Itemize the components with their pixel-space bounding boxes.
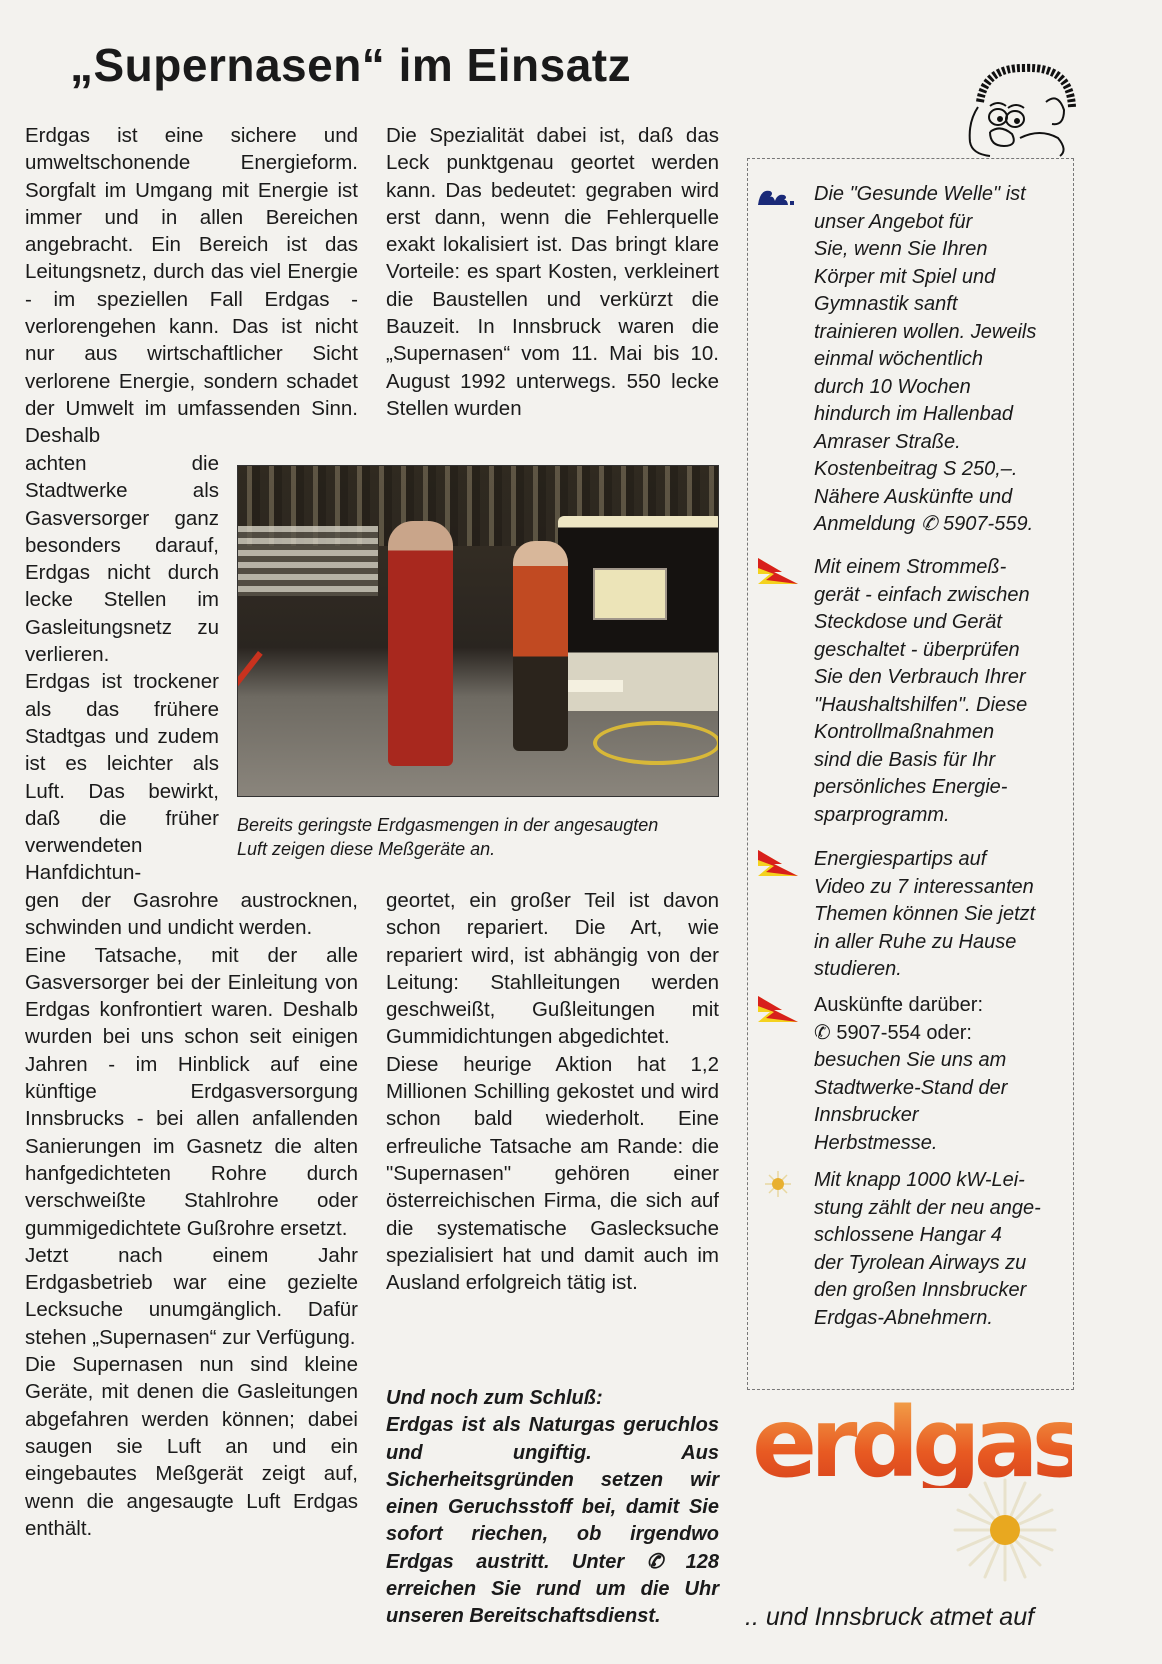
text-line: Erdgas-Abnehmern. [814,1306,993,1329]
daisy-flower-icon [950,1475,1060,1585]
text-line: durch 10 Wochen [814,375,971,398]
text-line: trainieren wollen. Jeweils [814,320,1037,343]
photo-worker-2 [513,541,568,751]
text-line: Mit einem Strommeß- [814,556,1007,578]
text-line: studieren. [814,958,902,980]
lightning-bolt-icon [756,848,800,878]
text-line: stung zählt der neu ange- [814,1196,1041,1219]
caption-line: Luft zeigen diese Meßgeräte an. [237,839,496,859]
text-line: Amraser Straße. [814,430,961,453]
closing-body: Erdgas ist als Naturgas geruchlos und ungiftig. Aus Sicherheitsgründen setzen wir einen Geruchsstoff bei, damit Sie sofort riechen, ob irgendwo Erdgas austritt. Unter ✆ 128 erreichen Sie rund um die Uhr unseren Bereitschaftsdienst. [386,1414,719,1628]
erdgas-logo: erdgas [752,1387,1082,1499]
text-line: gerät - einfach zwischen [814,583,1030,606]
article-column-1-top [25,122,358,450]
text-line: Sie den Verbrauch Ihrer [814,666,1026,688]
phone-number: ✆ 5907-554 oder: [814,1021,972,1044]
paragraph: geortet, ein großer Teil ist davon schon repariert. Die Art, wie repariert wird, ist abhängig von der Leitung: Stahlleitungen werden geschweißt, Gußleitungen mit Gummidichtungen abgedichtet. [386,889,719,1049]
text-line: sind die Basis für Ihr [814,748,996,771]
text-line: Stadtwerke-Stand der [814,1076,1008,1099]
paragraph: Eine Tatsache, mit der alle Gasversorger bei der Einleitung von Erdgas konfrontiert waren. Deshalb wurden bei uns schon seit einigen Jahren - im Hinblick auf eine künftige Erdgasversorgung Innsbrucks - bei allen anfallenden Sanierungen im Gasnetz die alten hanfgedichteten Rohre durch verschweißte Stahlrohre oder gummigedichtete Gußrohre ersetzt. [25,943,358,1240]
text-line: Die "Gesunde Welle" ist [814,183,1026,205]
paragraph: Diese heurige Aktion hat 1,2 Millionen Schilling gekostet und wird schon bald wiederholt. Eine erfreuliche Tatsache am Rande: die "Supernasen" gehören einer österreichischen Firma, die sich auf die systematische Gaslecksuche spezialisiert hat und damit auch im Ausland erfolgreich tätig ist. [386,1052,719,1295]
text-line: geschaltet - überprüfen [814,638,1020,661]
sun-icon [756,1169,800,1199]
sidebox-item-text [814,554,1070,829]
text-line: Gymnastik sanft [814,293,958,315]
wave-icon [756,183,800,213]
text-line: Anmeldung ✆ 5907-559. [814,513,1034,535]
text-line: Nähere Auskünfte und [814,485,1013,508]
text-line: unser Angebot für [814,210,973,233]
paragraph: Erdgas ist eine sichere und umweltschonende Energieform. Sorgfalt im Umgang mit Energie ist immer und in allen Bereichen angebracht. Ein Bereich ist das Leitungsnetz, durch das viel Energie - im speziellen Fall Erdgas - verlorengehen kann. Das ist nicht nur aus wirtschaftlicher Sicht verlorene Energie, sondern schadet der Umwelt im umfassenden Sinn. Deshalb [25,124,358,448]
closing-note [386,1385,719,1631]
paragraph: Jetzt nach einem Jahr Erdgasbetrieb war eine gezielte Lecksuche unumgänglich. Dafür stehen „Supernasen“ zur Verfügung. [25,1243,358,1349]
photo-worker-1 [388,521,453,766]
sidebox-item-text [814,1167,1070,1332]
text-line: Video zu 7 interessanten [814,875,1034,898]
text-line: Körper mit Spiel und [814,265,996,288]
text-line: persönliches Energie- [814,776,1008,798]
photo-detector-pole [237,651,263,789]
text-line: Energiespartips auf [814,848,987,870]
text-line: der Tyrolean Airways zu [814,1251,1027,1274]
text-line: besuchen Sie uns am [814,1049,1007,1071]
info-sidebox [747,158,1074,1390]
sidebox-item-text [814,992,1070,1157]
text-line: schlossene Hangar 4 [814,1224,1002,1246]
photo-van-box [593,568,667,620]
caption-line: Bereits geringste Erdgasmengen in der angesaugten [237,815,659,835]
photo-van [558,516,719,711]
text-line: Kostenbeitrag S 250,–. [814,458,1018,480]
article-column-2-top [386,122,719,422]
text-line: Auskünfte darüber: [814,994,983,1016]
sidebox-item-text [814,181,1070,539]
photo-caption [237,813,727,861]
text-line: Steckdose und Gerät [814,611,1002,633]
closing-heading: Und noch zum Schluß: [386,1387,603,1409]
article-title: „Supernasen“ im Einsatz [70,39,632,91]
text-line: den großen Innsbrucker [814,1279,1027,1301]
text-line: in aller Ruhe zu Hause [814,930,1017,953]
paragraph: gen der Gasrohre austrocknen, schwinden und undicht werden. [25,889,358,940]
article-column-1-bottom [25,887,358,1542]
cartoon-character-icon [960,62,1080,158]
text-line: "Haushaltshilfen". Diese [814,693,1028,716]
text-line: Themen können Sie jetzt [814,903,1036,925]
paragraph: Die Supernasen nun sind kleine Geräte, mit denen die Gasleitungen abgefahren werden können; dabei saugen sie Luft an und ein eingebautes Meßgerät zeigt auf, wenn die angesaugte Luft Erdgas enthält. [25,1353,358,1540]
article-column-1-narrow [25,450,219,887]
article-column-2-bottom [386,887,719,1296]
paragraph: achten die Stadtwerke als Gasversorger ganz besonders darauf, Erdgas nicht durch lecke Stellen im Gasleitungsnetz zu verlieren. [25,452,219,667]
text-line: Innsbrucker [814,1104,919,1126]
text-line: hindurch im Hallenbad [814,403,1014,425]
text-line: einmal wöchentlich [814,348,983,370]
photo-hose [593,721,719,765]
paragraph: Erdgas ist trockener als das frühere Stadtgas und zudem ist es leichter als Luft. Das bewirkt, daß die früher verwendeten Hanfdichtun- [25,670,219,885]
text-line: Kontrollmaßnahmen [814,721,995,743]
sidebox-item-text [814,846,1070,984]
slogan: .. und Innsbruck atmet auf [745,1603,1035,1631]
text-line: Sie, wenn Sie Ihren [814,238,988,260]
text-line: Mit knapp 1000 kW-Lei- [814,1169,1025,1191]
photo-building [238,526,378,596]
lightning-bolt-icon [756,994,800,1024]
photo-license-plate [568,680,623,692]
article-photo [237,465,719,797]
text-line: sparprogramm. [814,803,950,826]
paragraph: Die Spezialität dabei ist, daß das Leck punktgenau geortet werden kann. Das bedeutet: gegraben wird erst dann, wenn die Fehlerquelle exakt lokalisiert ist. Das bringt klare Vorteile: es spart Kosten, verkleinert die Baustellen und verkürzt die Bauzeit. In Innsbruck waren die „Supernasen“ vom 11. Mai bis 10. August 1992 unterwegs. 550 lecke Stellen wurden [386,124,719,420]
text-line: Herbstmesse. [814,1131,938,1154]
lightning-bolt-icon [756,556,800,586]
